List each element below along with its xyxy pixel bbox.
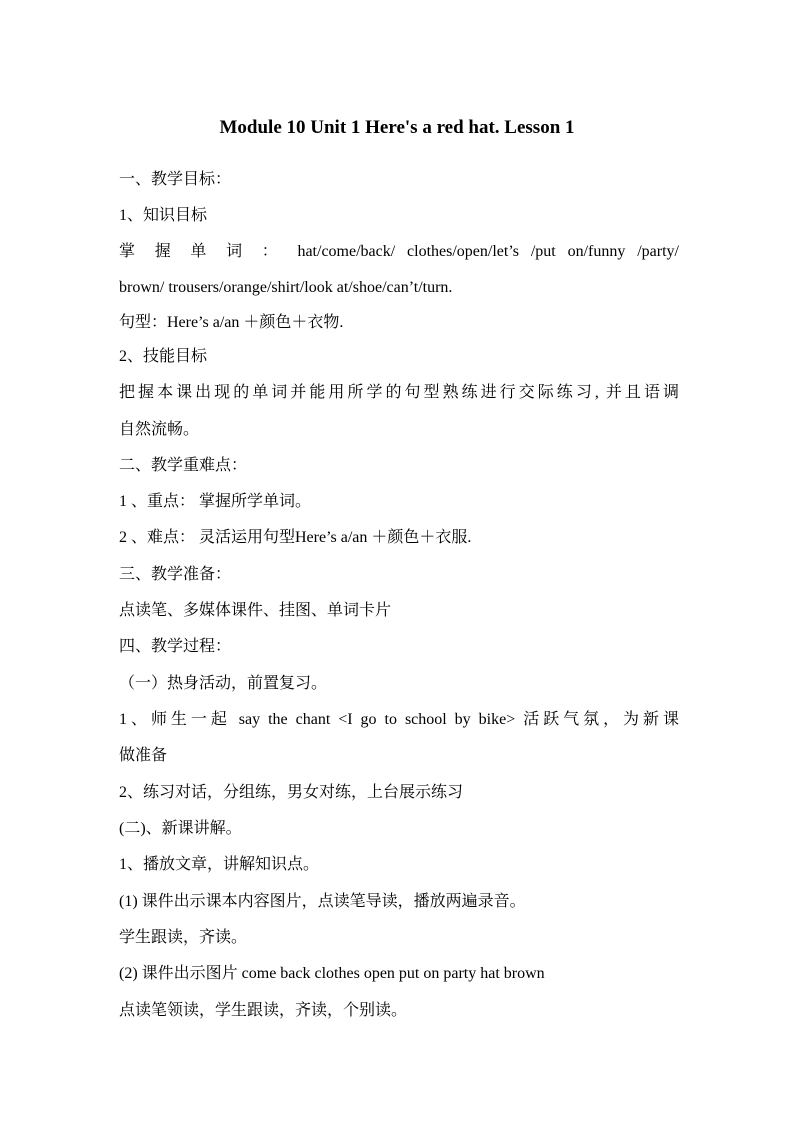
section-heading-objectives: 一、教学目标： <box>119 171 232 188</box>
difficult-point-line: 2 、难点： 灵活运用句型Here’s a/an ＋颜色＋衣服. <box>119 529 472 546</box>
skill-goal-line-2: 自然流畅。 <box>119 421 200 438</box>
process-warmup-heading: （一）热身活动，前置复习。 <box>119 675 328 692</box>
key-point-line: 1 、重点： 掌握所学单词。 <box>119 493 312 510</box>
process-step-1-followup-line: 学生跟读，齐读。 <box>119 929 248 946</box>
section-heading-process: 四、教学过程： <box>119 638 232 655</box>
document-title: Module 10 Unit 1 Here's a red hat. Lesson 1 <box>219 117 575 138</box>
skill-goal-line-1: 把握本课出现的单词并能用所学的句型熟练进行交际练习, 并且语调 <box>119 384 679 401</box>
preparation-materials-line: 点读笔、多媒体课件、挂图、单词卡片 <box>119 602 392 619</box>
subheading-knowledge-goals: 1、知识目标 <box>119 207 208 224</box>
vocabulary-line-1: 掌 握 单 词 ： hat/come/back/ clothes/open/let’s /put on/funny /party/ <box>119 243 679 260</box>
sentence-pattern-line: 句型：Here’s a/an ＋颜色＋衣物. <box>119 314 344 331</box>
section-heading-preparation: 三、教学准备： <box>119 566 232 583</box>
process-warmup-line-1: 1、师生一起 say the chant <I go to school by bike> 活跃气氛，为新课 <box>119 711 679 728</box>
process-step-1-line: (1) 课件出示课本内容图片，点读笔导读，播放两遍录音。 <box>119 893 526 910</box>
section-heading-key-points: 二、教学重难点： <box>119 457 248 474</box>
process-play-text-line: 1、播放文章，讲解知识点。 <box>119 856 320 873</box>
process-step-2-line: (2) 课件出示图片 come back clothes open put on party hat brown <box>119 965 545 982</box>
process-dialogue-line: 2、练习对话，分组练，男女对练，上台展示练习 <box>119 784 464 801</box>
vocabulary-line-2: brown/ trousers/orange/shirt/look at/shoe/can’t/turn. <box>119 279 453 296</box>
process-warmup-line-2: 做准备 <box>119 747 168 764</box>
subheading-skill-goals: 2、技能目标 <box>119 348 208 365</box>
process-step-2-followup-line: 点读笔领读，学生跟读，齐读，个别读。 <box>119 1002 408 1019</box>
process-new-lesson-heading: (二)、新课讲解。 <box>119 820 242 837</box>
